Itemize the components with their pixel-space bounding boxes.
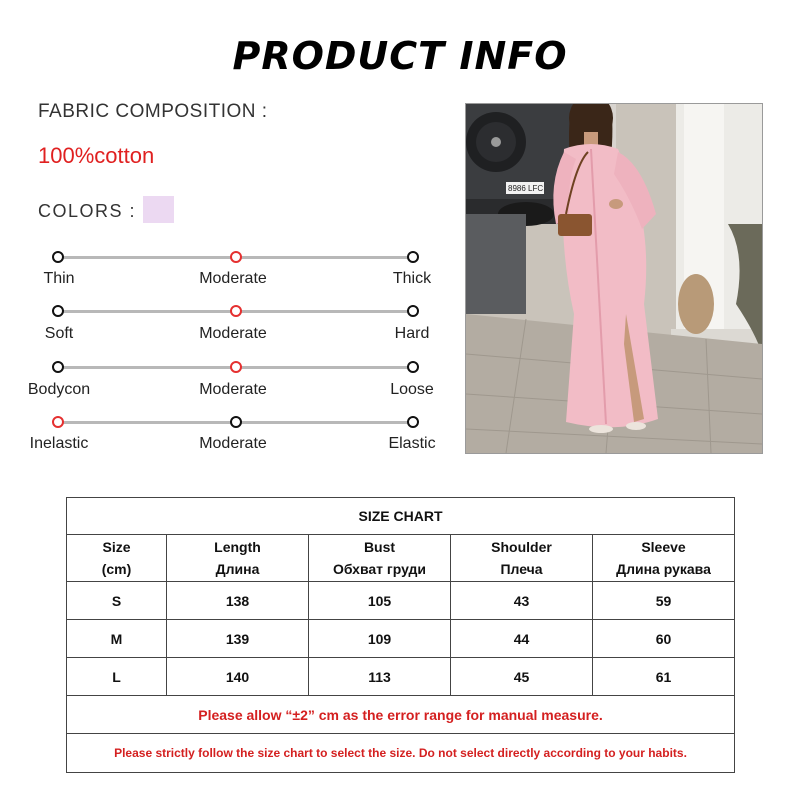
header-bust: [309, 535, 451, 582]
color-swatch-pink[interactable]: [143, 196, 174, 223]
measure-error-note: Please allow “±2” cm as the error range for manual measure.: [67, 696, 735, 734]
header-sleeve-ru: Длина рукава: [616, 561, 711, 577]
header-sleeve: [593, 535, 735, 582]
product-photo-illustration: [466, 104, 762, 453]
scale-label-left: Thin: [43, 270, 75, 287]
table-row: [67, 620, 735, 658]
size-chart-header-row: [67, 535, 735, 582]
scale-dot-right: [407, 361, 419, 373]
scale-dot-middle-selected: [230, 361, 242, 373]
header-size-line1: Size: [102, 539, 131, 555]
header-bust-ru: Обхват груди: [332, 561, 427, 577]
header-shoulder-ru: Плеча: [500, 561, 543, 577]
table-row: [67, 582, 735, 620]
size-chart-title: SIZE CHART: [67, 498, 735, 535]
fabric-composition-label: FABRIC COMPOSITION :: [38, 101, 268, 122]
cell-shoulder: 43: [451, 582, 593, 620]
cell-sleeve: 60: [593, 620, 735, 658]
scale-label-middle: Moderate: [199, 270, 267, 287]
scale-label-left: Inelastic: [29, 435, 89, 452]
header-length-en: Length: [214, 539, 261, 555]
page-title: PRODUCT INFO: [232, 34, 568, 78]
cell-size: L: [67, 658, 167, 696]
cell-size: M: [67, 620, 167, 658]
cell-shoulder: 44: [451, 620, 593, 658]
scale-label-middle: Moderate: [199, 325, 267, 342]
scale-label-middle: Moderate: [199, 381, 267, 398]
cell-length: 140: [167, 658, 309, 696]
scale-label-right: Hard: [394, 325, 430, 342]
scale-dot-middle: [230, 416, 242, 428]
scale-dot-right: [407, 251, 419, 263]
cell-shoulder: 45: [451, 658, 593, 696]
size-chart-table: [66, 497, 735, 773]
scale-dot-right: [407, 416, 419, 428]
cell-size: S: [67, 582, 167, 620]
scale-dot-middle-selected: [230, 251, 242, 263]
scale-label-middle: Moderate: [199, 435, 267, 452]
size-selection-warning: Please strictly follow the size chart to select the size. Do not select directly according to your habits.: [67, 734, 735, 773]
cell-bust: 113: [309, 658, 451, 696]
scale-label-right: Elastic: [388, 435, 436, 452]
scale-dot-left: [52, 361, 64, 373]
cell-sleeve: 59: [593, 582, 735, 620]
cell-sleeve: 61: [593, 658, 735, 696]
scale-dot-right: [407, 305, 419, 317]
header-bust-en: Bust: [363, 539, 396, 555]
colors-label: COLORS :: [38, 201, 137, 221]
cell-bust: 105: [309, 582, 451, 620]
scale-dot-left: [52, 251, 64, 263]
table-row: [67, 658, 735, 696]
scale-dot-middle-selected: [230, 305, 242, 317]
scale-label-left: Soft: [44, 325, 74, 342]
scale-label-right: Thick: [392, 270, 432, 287]
scale-dot-left: [52, 305, 64, 317]
cell-bust: 109: [309, 620, 451, 658]
scale-dot-left-selected: [52, 416, 64, 428]
header-size: [67, 535, 167, 582]
header-length-ru: Длина: [215, 561, 260, 577]
header-length: [167, 535, 309, 582]
cell-length: 138: [167, 582, 309, 620]
header-size-line2: (cm): [101, 561, 132, 577]
header-shoulder-en: Shoulder: [491, 539, 552, 555]
scale-label-right: Loose: [390, 381, 434, 398]
cell-length: 139: [167, 620, 309, 658]
header-sleeve-en: Sleeve: [641, 539, 686, 555]
fabric-composition-value: 100%cotton: [38, 143, 155, 168]
product-photo[interactable]: [466, 104, 762, 453]
scale-label-left: Bodycon: [27, 381, 91, 398]
header-shoulder: [451, 535, 593, 582]
car-plate-text: 8986 LFC: [508, 184, 544, 193]
